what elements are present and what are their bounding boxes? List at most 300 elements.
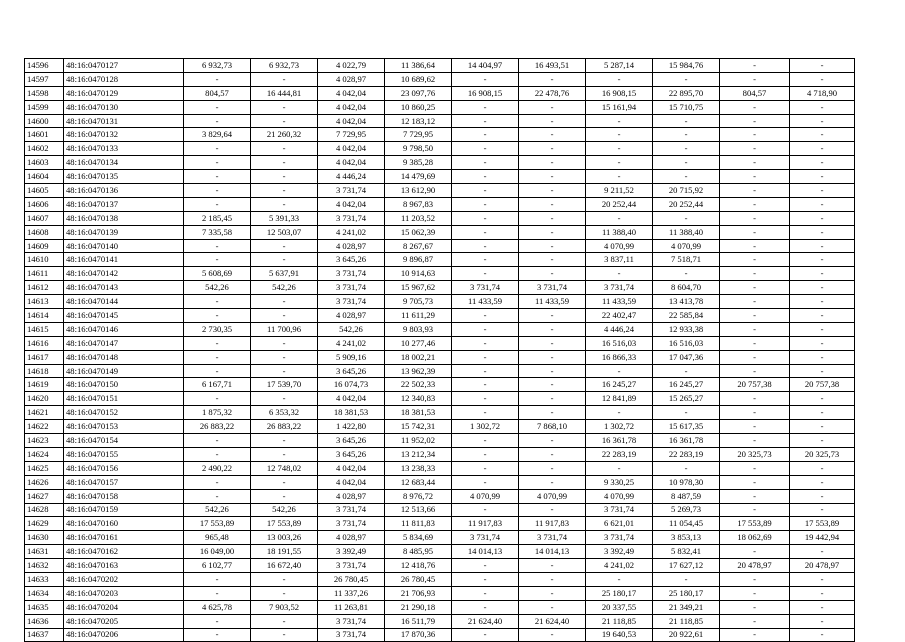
table-cell: 14637: [25, 628, 64, 642]
table-cell: -: [184, 434, 251, 448]
table-cell: 26 883,22: [251, 420, 318, 434]
table-cell: -: [790, 295, 855, 309]
table-cell: 10 914,63: [385, 267, 452, 281]
table-cell: 3 731,74: [452, 281, 519, 295]
table-cell: 14597: [25, 72, 64, 86]
table-cell: -: [790, 600, 855, 614]
table-cell: -: [790, 239, 855, 253]
table-cell: 14609: [25, 239, 64, 253]
table-cell: -: [653, 156, 720, 170]
table-cell: 26 883,22: [184, 420, 251, 434]
table-cell: 26 780,45: [385, 572, 452, 586]
table-cell: 17 553,89: [720, 517, 790, 531]
table-cell: -: [251, 239, 318, 253]
table-cell: 542,26: [251, 503, 318, 517]
table-cell: 15 967,62: [385, 281, 452, 295]
table-cell: -: [452, 572, 519, 586]
table-cell: -: [720, 322, 790, 336]
table-cell: -: [519, 336, 586, 350]
table-cell: 3 392,49: [586, 545, 653, 559]
table-cell: -: [790, 586, 855, 600]
table-cell: 6 621,01: [586, 517, 653, 531]
table-cell: -: [790, 322, 855, 336]
table-cell: 11 433,59: [452, 295, 519, 309]
table-cell: 14614: [25, 309, 64, 323]
table-cell: 3 731,74: [586, 281, 653, 295]
table-cell: 16 444,81: [251, 86, 318, 100]
table-cell: 48:16:0470136: [64, 184, 184, 198]
table-cell: 12 183,12: [385, 114, 452, 128]
table-cell: 14631: [25, 545, 64, 559]
table-cell: -: [452, 447, 519, 461]
table-cell: 16 516,03: [653, 336, 720, 350]
table-cell: 14 479,69: [385, 170, 452, 184]
table-cell: 22 283,19: [653, 447, 720, 461]
table-cell: 48:16:0470202: [64, 572, 184, 586]
table-cell: 542,26: [318, 322, 385, 336]
table-cell: -: [586, 170, 653, 184]
table-cell: 9 330,25: [586, 475, 653, 489]
table-cell: 48:16:0470157: [64, 475, 184, 489]
table-cell: 4 042,04: [318, 142, 385, 156]
table-row: [25, 489, 855, 503]
table-cell: 4 042,04: [318, 156, 385, 170]
table-cell: -: [184, 184, 251, 198]
table-cell: 14632: [25, 559, 64, 573]
table-cell: 5 637,91: [251, 267, 318, 281]
table-cell: -: [720, 461, 790, 475]
table-cell: -: [519, 267, 586, 281]
table-cell: -: [586, 114, 653, 128]
table-cell: -: [720, 336, 790, 350]
table-cell: 4 241,02: [318, 225, 385, 239]
table-cell: -: [586, 406, 653, 420]
table-cell: -: [720, 572, 790, 586]
table-cell: -: [720, 239, 790, 253]
table-cell: -: [184, 447, 251, 461]
table-cell: 22 585,84: [653, 309, 720, 323]
table-cell: 15 710,75: [653, 100, 720, 114]
table-cell: -: [519, 461, 586, 475]
table-cell: -: [720, 434, 790, 448]
table-cell: -: [452, 364, 519, 378]
table-cell: 14622: [25, 420, 64, 434]
table-cell: 15 161,94: [586, 100, 653, 114]
table-cell: 48:16:0470134: [64, 156, 184, 170]
table-cell: 11 952,02: [385, 434, 452, 448]
table-cell: -: [790, 614, 855, 628]
table-cell: 25 180,17: [653, 586, 720, 600]
table-cell: -: [653, 142, 720, 156]
table-cell: 9 211,52: [586, 184, 653, 198]
table-cell: 14606: [25, 197, 64, 211]
table-cell: 11 388,40: [586, 225, 653, 239]
table-cell: 20 757,38: [720, 378, 790, 392]
table-cell: -: [790, 420, 855, 434]
table-cell: 3 731,74: [519, 531, 586, 545]
table-cell: -: [720, 364, 790, 378]
table-cell: 16 361,78: [586, 434, 653, 448]
table-cell: 4 070,99: [519, 489, 586, 503]
table-cell: 16 511,79: [385, 614, 452, 628]
table-cell: 15 742,31: [385, 420, 452, 434]
table-cell: -: [452, 225, 519, 239]
table-cell: 48:16:0470145: [64, 309, 184, 323]
table-cell: -: [586, 267, 653, 281]
table-cell: -: [452, 267, 519, 281]
table-cell: 48:16:0470162: [64, 545, 184, 559]
table-cell: 14604: [25, 170, 64, 184]
table-cell: -: [720, 614, 790, 628]
table-cell: 5 391,33: [251, 211, 318, 225]
table-cell: 3 645,26: [318, 253, 385, 267]
table-row: [25, 517, 855, 531]
table-cell: 14599: [25, 100, 64, 114]
table-cell: -: [452, 434, 519, 448]
table-cell: 17 870,36: [385, 628, 452, 642]
table-cell: -: [790, 281, 855, 295]
table-cell: 11 386,64: [385, 59, 452, 73]
table-row: [25, 545, 855, 559]
table-cell: -: [720, 156, 790, 170]
table-cell: 6 353,32: [251, 406, 318, 420]
table-cell: -: [519, 434, 586, 448]
table-cell: 13 238,33: [385, 461, 452, 475]
table-cell: 20 252,44: [653, 197, 720, 211]
table-cell: -: [519, 72, 586, 86]
table-cell: -: [452, 461, 519, 475]
table-row: [25, 156, 855, 170]
table-cell: -: [452, 100, 519, 114]
table-cell: -: [790, 461, 855, 475]
table-cell: 21 624,40: [452, 614, 519, 628]
table-cell: 48:16:0470146: [64, 322, 184, 336]
table-cell: -: [790, 406, 855, 420]
table-cell: -: [519, 197, 586, 211]
table-cell: 20 922,61: [653, 628, 720, 642]
table-row: [25, 364, 855, 378]
table-cell: -: [519, 350, 586, 364]
table-cell: 3 853,13: [653, 531, 720, 545]
table-row: [25, 239, 855, 253]
table-cell: 12 683,44: [385, 475, 452, 489]
table-cell: -: [519, 170, 586, 184]
table-cell: 3 731,74: [452, 531, 519, 545]
table-row: [25, 309, 855, 323]
table-cell: -: [251, 336, 318, 350]
table-cell: 4 042,04: [318, 114, 385, 128]
table-cell: 14603: [25, 156, 64, 170]
table-cell: -: [519, 211, 586, 225]
table-cell: 14602: [25, 142, 64, 156]
table-cell: -: [519, 322, 586, 336]
table-cell: -: [790, 475, 855, 489]
table-cell: -: [452, 170, 519, 184]
table-cell: 14625: [25, 461, 64, 475]
table-cell: 4 070,99: [653, 239, 720, 253]
table-row: [25, 72, 855, 86]
table-cell: -: [251, 309, 318, 323]
table-cell: 3 731,74: [318, 281, 385, 295]
table-cell: 17 627,12: [653, 559, 720, 573]
table-cell: 12 748,02: [251, 461, 318, 475]
table-cell: -: [790, 364, 855, 378]
table-cell: 13 962,39: [385, 364, 452, 378]
table-cell: -: [251, 572, 318, 586]
table-cell: -: [790, 156, 855, 170]
table-cell: -: [720, 392, 790, 406]
table-cell: 8 485,95: [385, 545, 452, 559]
table-cell: 15 265,27: [653, 392, 720, 406]
table-cell: -: [790, 545, 855, 559]
table-cell: 48:16:0470135: [64, 170, 184, 184]
table-cell: -: [720, 420, 790, 434]
table-cell: 5 909,16: [318, 350, 385, 364]
table-row: [25, 614, 855, 628]
table-cell: 804,57: [184, 86, 251, 100]
table-cell: -: [184, 170, 251, 184]
table-cell: -: [720, 586, 790, 600]
table-cell: -: [251, 447, 318, 461]
table-cell: -: [184, 156, 251, 170]
table-cell: 4 028,97: [318, 489, 385, 503]
table-cell: -: [452, 350, 519, 364]
table-cell: 11 917,83: [519, 517, 586, 531]
table-cell: 1 422,80: [318, 420, 385, 434]
table-cell: 1 875,32: [184, 406, 251, 420]
table-cell: -: [790, 434, 855, 448]
table-cell: 2 490,22: [184, 461, 251, 475]
table-cell: 12 418,76: [385, 559, 452, 573]
table-cell: -: [720, 170, 790, 184]
table-cell: 1 302,72: [452, 420, 519, 434]
table-cell: 17 539,70: [251, 378, 318, 392]
table-cell: 14630: [25, 531, 64, 545]
table-cell: 48:16:0470138: [64, 211, 184, 225]
table-cell: -: [452, 239, 519, 253]
table-cell: -: [184, 475, 251, 489]
table-cell: 20 478,97: [790, 559, 855, 573]
table-cell: 14598: [25, 86, 64, 100]
table-cell: -: [653, 461, 720, 475]
table-cell: -: [452, 475, 519, 489]
table-cell: 16 908,15: [452, 86, 519, 100]
table-cell: 3 731,74: [318, 503, 385, 517]
table-cell: -: [790, 628, 855, 642]
table-cell: 8 967,83: [385, 197, 452, 211]
table-cell: 14 404,97: [452, 59, 519, 73]
table-cell: -: [519, 253, 586, 267]
table-cell: 48:16:0470204: [64, 600, 184, 614]
table-cell: 4 022,79: [318, 59, 385, 73]
table-cell: 48:16:0470163: [64, 559, 184, 573]
table-cell: -: [720, 114, 790, 128]
table-cell: 3 731,74: [318, 295, 385, 309]
table-cell: -: [790, 100, 855, 114]
table-row: [25, 128, 855, 142]
table-cell: 4 042,04: [318, 475, 385, 489]
table-cell: 21 118,85: [586, 614, 653, 628]
table-cell: 9 385,28: [385, 156, 452, 170]
table-cell: -: [790, 184, 855, 198]
table-cell: 4 625,78: [184, 600, 251, 614]
table-cell: 20 478,97: [720, 559, 790, 573]
table-row: [25, 142, 855, 156]
table-cell: 48:16:0470127: [64, 59, 184, 73]
table-cell: 20 757,38: [790, 378, 855, 392]
table-cell: 2 185,45: [184, 211, 251, 225]
table-cell: -: [720, 295, 790, 309]
table-cell: -: [790, 128, 855, 142]
table-cell: -: [251, 72, 318, 86]
table-cell: -: [720, 197, 790, 211]
table-cell: -: [251, 114, 318, 128]
table-cell: 17 553,89: [184, 517, 251, 531]
table-row: [25, 531, 855, 545]
table-cell: -: [519, 503, 586, 517]
table-row: [25, 586, 855, 600]
table-cell: 8 267,67: [385, 239, 452, 253]
table-cell: 3 731,74: [586, 531, 653, 545]
table-cell: 7 868,10: [519, 420, 586, 434]
table-cell: 4 718,90: [790, 86, 855, 100]
table-cell: -: [184, 100, 251, 114]
table-cell: 7 729,95: [385, 128, 452, 142]
table-cell: 21 349,21: [653, 600, 720, 614]
table-cell: 3 731,74: [318, 184, 385, 198]
table-cell: -: [184, 572, 251, 586]
table-cell: 4 241,02: [318, 336, 385, 350]
table-cell: 48:16:0470205: [64, 614, 184, 628]
table-cell: -: [184, 239, 251, 253]
table-cell: 12 340,83: [385, 392, 452, 406]
table-cell: 4 028,97: [318, 309, 385, 323]
table-row: [25, 600, 855, 614]
table-cell: -: [251, 156, 318, 170]
table-row: [25, 86, 855, 100]
table-cell: 11 054,45: [653, 517, 720, 531]
table-cell: -: [519, 184, 586, 198]
table-cell: -: [720, 600, 790, 614]
table-cell: 542,26: [184, 503, 251, 517]
table-cell: -: [452, 72, 519, 86]
table-cell: 21 260,32: [251, 128, 318, 142]
table-cell: 14626: [25, 475, 64, 489]
table-cell: 6 167,71: [184, 378, 251, 392]
table-cell: -: [452, 559, 519, 573]
table-cell: -: [452, 322, 519, 336]
table-cell: -: [586, 572, 653, 586]
table-row: [25, 392, 855, 406]
table-cell: 4 446,24: [318, 170, 385, 184]
table-cell: -: [720, 225, 790, 239]
table-cell: 14617: [25, 350, 64, 364]
table-row: [25, 406, 855, 420]
table-cell: 14613: [25, 295, 64, 309]
table-cell: 48:16:0470155: [64, 447, 184, 461]
table-cell: -: [519, 406, 586, 420]
table-row: [25, 572, 855, 586]
table-cell: 14616: [25, 336, 64, 350]
table-cell: -: [720, 72, 790, 86]
table-cell: -: [184, 253, 251, 267]
table-cell: -: [251, 364, 318, 378]
table-cell: -: [184, 114, 251, 128]
table-cell: -: [790, 170, 855, 184]
table-cell: -: [586, 461, 653, 475]
table-cell: -: [251, 170, 318, 184]
table-cell: -: [790, 225, 855, 239]
table-cell: -: [519, 600, 586, 614]
table-cell: 11 433,59: [519, 295, 586, 309]
table-cell: 14633: [25, 572, 64, 586]
table-cell: 13 413,78: [653, 295, 720, 309]
table-cell: -: [251, 434, 318, 448]
table-cell: -: [720, 406, 790, 420]
table-cell: -: [251, 295, 318, 309]
table-cell: 14619: [25, 378, 64, 392]
table-cell: 13 212,34: [385, 447, 452, 461]
table-cell: 6 932,73: [251, 59, 318, 73]
table-cell: -: [720, 128, 790, 142]
table-cell: 804,57: [720, 86, 790, 100]
table-cell: 17 047,36: [653, 350, 720, 364]
table-cell: 48:16:0470149: [64, 364, 184, 378]
table-cell: -: [251, 100, 318, 114]
table-cell: 20 337,55: [586, 600, 653, 614]
table-cell: 5 287,14: [586, 59, 653, 73]
table-cell: 6 932,73: [184, 59, 251, 73]
table-cell: 48:16:0470156: [64, 461, 184, 475]
table-cell: 542,26: [251, 281, 318, 295]
table-cell: -: [720, 475, 790, 489]
table-cell: 2 730,35: [184, 322, 251, 336]
table-cell: 14623: [25, 434, 64, 448]
table-cell: -: [251, 350, 318, 364]
table-cell: 18 381,53: [385, 406, 452, 420]
table-cell: 16 672,40: [251, 559, 318, 573]
table-cell: -: [251, 614, 318, 628]
table-cell: 23 097,76: [385, 86, 452, 100]
table-cell: 48:16:0470142: [64, 267, 184, 281]
table-cell: 11 263,81: [318, 600, 385, 614]
table-cell: 15 617,35: [653, 420, 720, 434]
table-cell: 9 798,50: [385, 142, 452, 156]
table-cell: 14636: [25, 614, 64, 628]
table-cell: -: [452, 197, 519, 211]
table-cell: -: [452, 156, 519, 170]
table-cell: 16 493,51: [519, 59, 586, 73]
table-cell: 16 516,03: [586, 336, 653, 350]
table-cell: -: [790, 489, 855, 503]
table-cell: -: [790, 59, 855, 73]
table-row: [25, 559, 855, 573]
table-cell: 14 014,13: [452, 545, 519, 559]
data-sheet: [24, 58, 847, 642]
table-cell: -: [452, 253, 519, 267]
table-cell: 12 513,66: [385, 503, 452, 517]
table-cell: 9 896,87: [385, 253, 452, 267]
table-cell: -: [586, 72, 653, 86]
table-cell: -: [720, 545, 790, 559]
table-cell: -: [790, 503, 855, 517]
table-cell: -: [790, 572, 855, 586]
table-cell: 7 903,52: [251, 600, 318, 614]
table-cell: 21 290,18: [385, 600, 452, 614]
table-cell: 15 062,39: [385, 225, 452, 239]
table-cell: 10 978,30: [653, 475, 720, 489]
table-cell: 20 715,92: [653, 184, 720, 198]
